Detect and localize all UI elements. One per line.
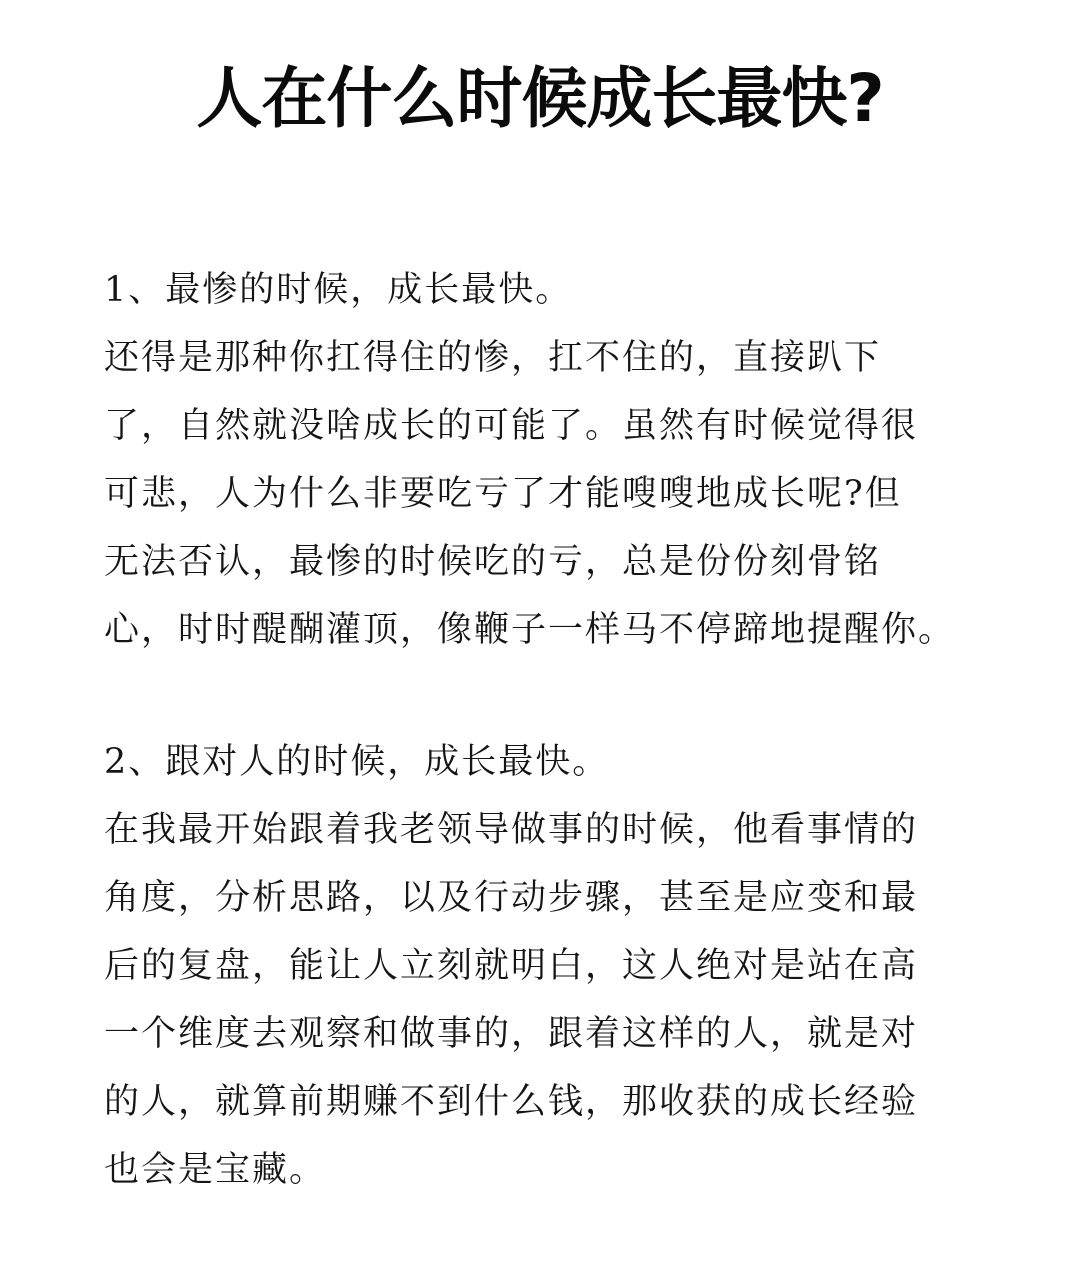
- section-heading: 1、最惨的时候，成长最快。: [104, 270, 573, 310]
- paragraph-line: 可悲，人为什么非要吃亏了才能嗖嗖地成长呢?但: [104, 474, 902, 514]
- paragraph-line: 角度，分析思路，以及行动步骤，甚至是应变和最: [104, 878, 919, 918]
- paragraph-line: 的人，就算前期赚不到什么钱，那收获的成长经验: [104, 1082, 919, 1122]
- paragraph-line: 心，时时醍醐灌顶，像鞭子一样马不停蹄地提醒你。: [104, 610, 956, 650]
- section-heading: 2、跟对人的时候，成长最快。: [104, 742, 610, 782]
- paragraph-line: 无法否认，最惨的时候吃的亏，总是份份刻骨铭: [104, 542, 882, 582]
- page-title: 人在什么时候成长最快?: [196, 60, 884, 137]
- section-1: [104, 256, 1004, 664]
- paragraph-line: 一个维度去观察和做事的，跟着这样的人，就是对: [104, 1014, 919, 1054]
- paragraph-line: 了，自然就没啥成长的可能了。虽然有时候觉得很: [104, 406, 919, 446]
- paragraph-line: 在我最开始跟着我老领导做事的时候，他看事情的: [104, 810, 919, 850]
- paragraph-line: 还得是那种你扛得住的惨，扛不住的，直接趴下: [104, 338, 882, 378]
- paragraph-line: 后的复盘，能让人立刻就明白，这人绝对是站在高: [104, 946, 919, 986]
- paragraph-line: 也会是宝藏。: [104, 1150, 327, 1190]
- section-2: [104, 728, 1004, 1204]
